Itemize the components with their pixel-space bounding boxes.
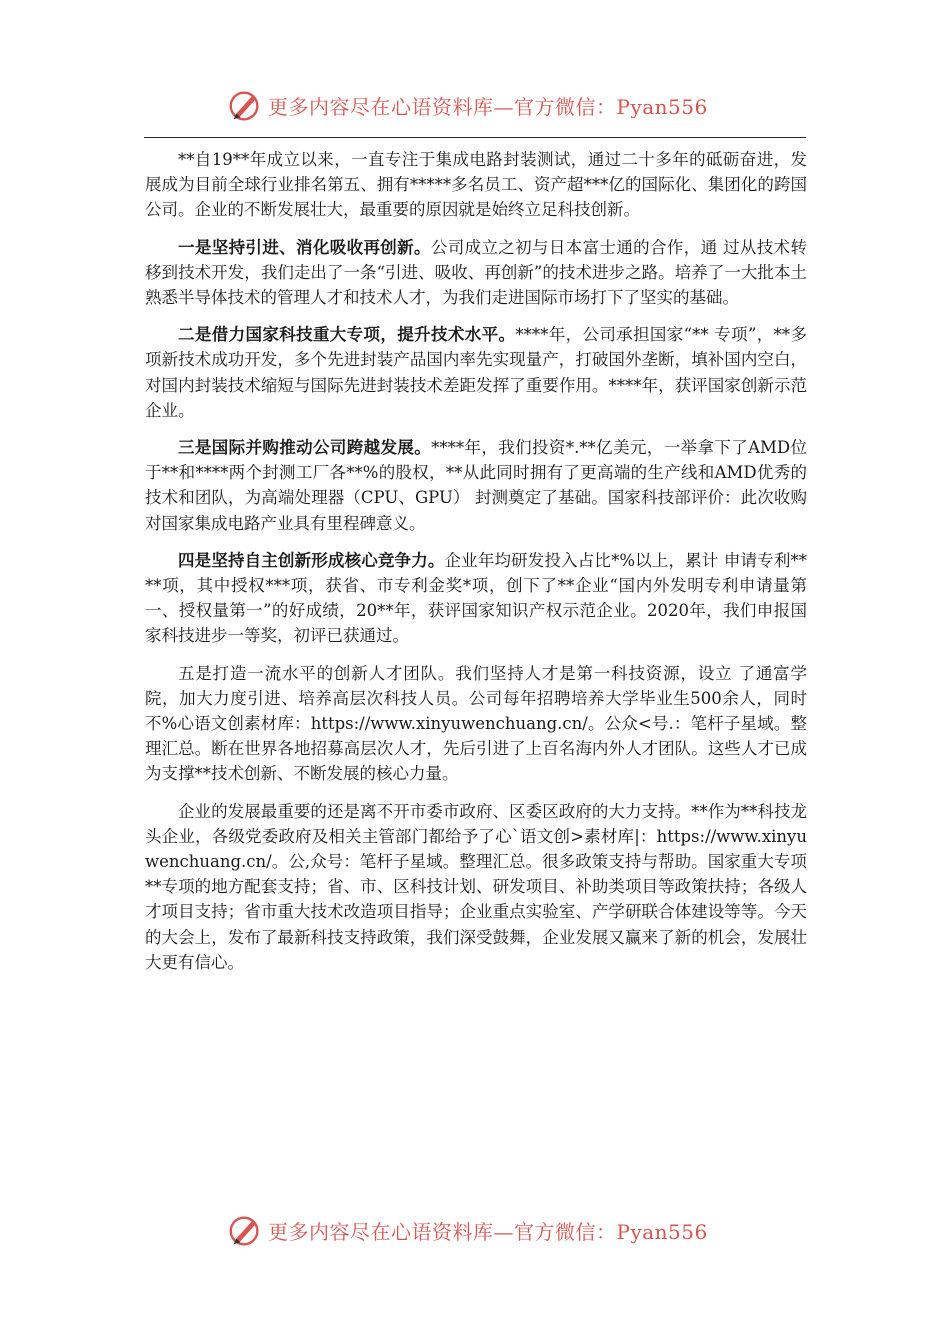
pen-logo-icon [226, 1211, 264, 1249]
point-3-heading: 三是国际并购推动公司跨越发展。 [178, 438, 432, 458]
paragraph-point-2: 二是借力国家科技重大专项，提升技术水平。****年，公司承担国家“** 专项”，**多项新技术成功开发，多个先进封装产品国内率先实现量产，打破国外垄断，填补国内空白，对国内封装技术缩短与国际先进封装技术差距发挥了重要作用。****年，获评国家创新示范企业。 [145, 325, 807, 420]
point-1-heading: 一是坚持引进、消化吸收再创新。 [178, 237, 431, 257]
pen-logo-icon [226, 86, 264, 124]
banner-text: 更多内容尽在心语资料库—官方微信：Pyan556 [268, 1219, 708, 1244]
paragraph-point-4: 四是坚持自主创新形成核心竞争力。企业年均研发投入占比*%以上，累计 申请专利****项，其中授权***项，获省、市专利金奖*项，创下了**企业“国内外发明专利申请量第一、授权量第一”的好成绩，20**年，获评国家知识产权示范企业。2020年，我们申报国家科技进步一等奖，初评已获通过。 [145, 550, 807, 646]
paragraph-support: 企业的发展最重要的还是离不开市委市政府、区委区政府的大力支持。**作为**科技龙头企业，各级党委政府及相关主管部门都给予了心`语文创>素材库|：https://www.xinyuwenchuang.cn/。公,众号：笔杆子星域。整理汇总。很多政策支持与帮助。国家重大专项**专项的地方配套支持；省、市、区科技计划、研发项目、补助类项目等政策扶持；各级人才项目支持；省市重大技术改造项目指导；企业重点实验室、产学研联合体建设等等。今天的大会上，发布了最新科技支持政策，我们深受鼓舞，企业发展又赢来了新的机会，发展壮大更有信心。 [145, 801, 807, 972]
paragraph-point-1: 一是坚持引进、消化吸收再创新。公司成立之初与日本富士通的合作，通 过从技术转移到技术开发，我们走出了一条“引进、吸收、再创新”的技术进步之路。培养了一大批本土熟悉半导体技术的管理人才和技术人才，为我们走进国际市场打下了坚实的基础。 [145, 237, 807, 308]
paragraph-point-5: 五是打造一流水平的创新人才团队。我们坚持人才是第一科技资源，设立 了通富学院，加大力度引进、培养高层次科技人员。公司每年招聘培养大学毕业生500余人，同时不%心语文创素材库：https://www.xinyuwenchuang.cn/。公众<号.：笔杆子星域。整理汇总。断在世界各地招募高层次人才，先后引进了上百名海内外人才团队。这些人才已成为支撑**技术创新、不断发展的核心力量。 [145, 663, 807, 784]
header-divider [144, 137, 806, 138]
point-2-heading: 二是借力国家科技重大专项，提升技术水平。 [178, 325, 516, 345]
paragraph-point-3: 三是国际并购推动公司跨越发展。****年，我们投资*.**亿美元，一举拿下了AMD位于**和****两个封测工厂各**%的股权，**从此同时拥有了更高端的生产线和AMD优秀的技术和团队，为高端处理器（CPU、GPU） 封测奠定了基础。国家科技部评价：此次收购对国家集成电路产业具有里程碑意义。 [145, 438, 807, 533]
header-banner [226, 85, 708, 125]
banner-text: 更多内容尽在心语资料库—官方微信：Pyan556 [268, 94, 708, 119]
document-body [145, 147, 807, 987]
footer-banner [226, 1210, 708, 1250]
paragraph-intro: **自19**年成立以来，一直专注于集成电路封装测试，通过二十多年的砥砺奋进，发展成为目前全球行业排名第五、拥有*****多名员工、资产超***亿的国际化、集团化的跨国公司。企业的不断发展壮大，最重要的原因就是始终立足科技创新。 [145, 150, 807, 220]
point-4-heading: 四是坚持自主创新形成核心竞争力。 [178, 550, 445, 570]
